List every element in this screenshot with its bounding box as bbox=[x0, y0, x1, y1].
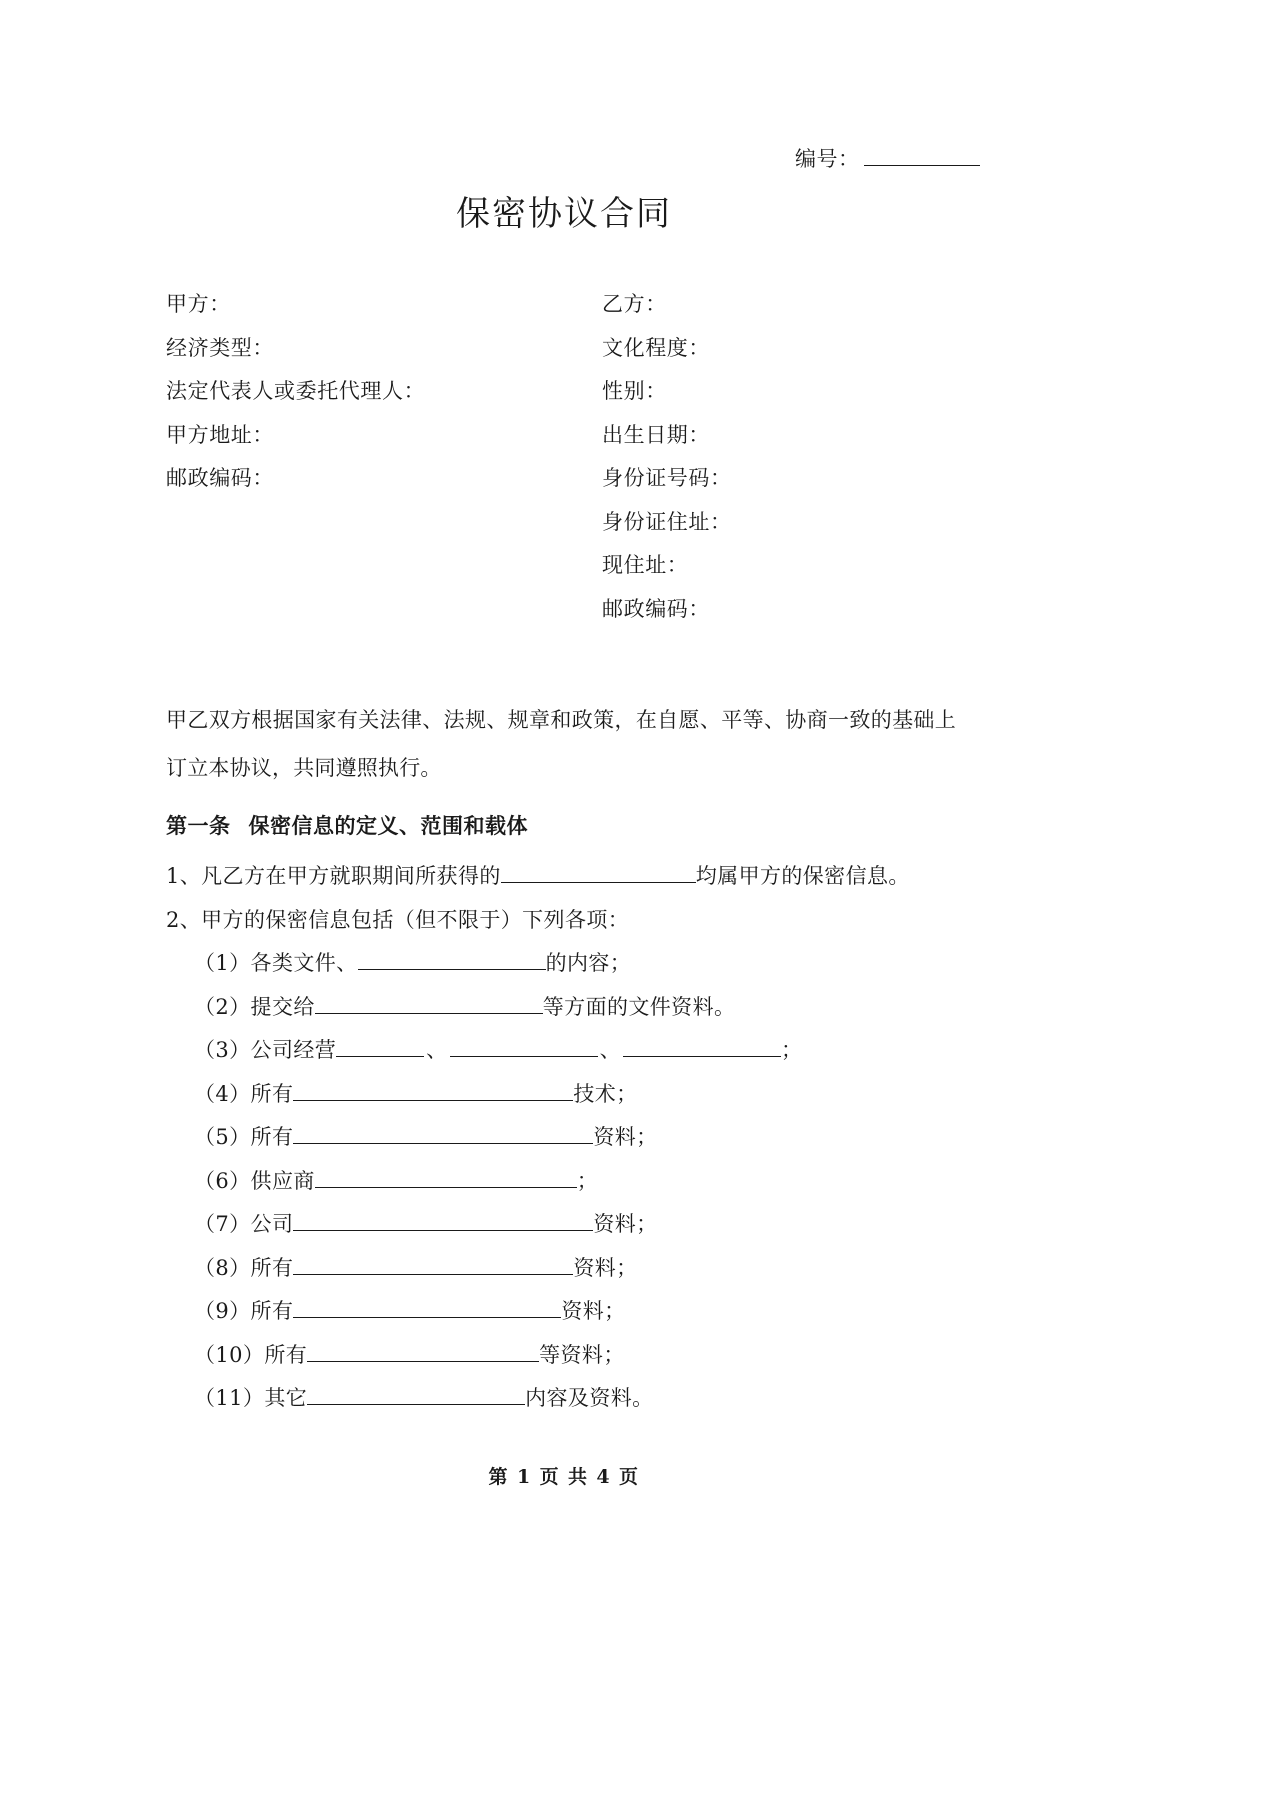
clause-2-item-11-text-a: （11）其它 bbox=[194, 1386, 308, 1410]
clause-2-item-9-text-a: （9）所有 bbox=[194, 1299, 294, 1323]
clause-2-item-3 bbox=[166, 1029, 1026, 1073]
clause-2-item-3-separator-2: 、 bbox=[599, 1038, 621, 1062]
document-number-field bbox=[795, 143, 980, 173]
clause-2-item-10-blank[interactable] bbox=[307, 1343, 539, 1362]
clause-2-item-9-text-b: 资料； bbox=[561, 1299, 626, 1323]
clause-2-item-6-text-b: ； bbox=[576, 1168, 599, 1193]
clause-1 bbox=[166, 855, 1026, 899]
party-a-field-address: 甲方地址： bbox=[166, 422, 274, 447]
clause-2-item-8-text-b: 资料； bbox=[573, 1255, 638, 1280]
clause-2-item-11-text-b: 内容及资料。 bbox=[525, 1386, 654, 1410]
clause-2-item-9-blank[interactable] bbox=[293, 1299, 561, 1318]
party-a-field-postcode: 邮政编码： bbox=[166, 466, 274, 490]
section-heading-article-1 bbox=[166, 810, 528, 840]
party-b-field-name: 乙方： bbox=[602, 292, 667, 316]
clause-2-item-3-blank-1[interactable] bbox=[336, 1038, 424, 1057]
clause-2-item-7-text-a: （7）公司 bbox=[194, 1212, 294, 1236]
clause-2-item-1-text-b: 的内容； bbox=[545, 951, 632, 975]
clause-2-item-5-blank[interactable] bbox=[293, 1125, 593, 1144]
clause-2-item-8-text-a: （8）所有 bbox=[194, 1255, 294, 1280]
section-title: 保密信息的定义、范围和载体 bbox=[248, 813, 528, 838]
clause-list bbox=[166, 855, 1026, 1421]
clause-1-blank[interactable] bbox=[501, 864, 696, 883]
clause-2-item-2-text-a: （2）提交给 bbox=[194, 994, 315, 1019]
party-b-field-birthdate: 出生日期： bbox=[602, 422, 710, 447]
party-a-field-economic-type: 经济类型： bbox=[166, 335, 274, 360]
party-b-field-education: 文化程度： bbox=[602, 335, 710, 360]
clause-2-item-3-blank-2[interactable] bbox=[450, 1038, 598, 1057]
clause-1-text-b: 均属甲方的保密信息。 bbox=[695, 864, 910, 888]
party-b-field-id-address: 身份证住址： bbox=[602, 509, 732, 534]
clause-2-item-2-blank[interactable] bbox=[315, 995, 543, 1014]
clause-2-item-7 bbox=[166, 1203, 1026, 1247]
clause-2-item-1-blank[interactable] bbox=[358, 951, 546, 970]
party-b-field-id-number: 身份证号码： bbox=[602, 466, 732, 490]
page-title: 保密协议合同 bbox=[456, 194, 672, 234]
party-b-field-current-address: 现住址： bbox=[602, 553, 689, 577]
clause-2-item-6-text-a: （6）供应商 bbox=[194, 1168, 315, 1193]
clause-2-item-4-text-b: 技术； bbox=[573, 1081, 638, 1106]
section-number: 第一条 bbox=[166, 813, 231, 838]
clause-2-item-3-text-b: ； bbox=[780, 1038, 803, 1062]
party-a-column bbox=[166, 283, 425, 501]
party-a-field-legal-rep: 法定代表人或委托代理人： bbox=[166, 379, 426, 403]
clause-2-item-1-text-a: （1）各类文件、 bbox=[194, 951, 358, 975]
clause-2-item-4 bbox=[166, 1073, 1026, 1117]
clause-2-item-2-text-b: 等方面的文件资料。 bbox=[542, 994, 736, 1019]
clause-2-item-11 bbox=[166, 1377, 1026, 1421]
clause-2-item-10-text-b: 等资料； bbox=[539, 1342, 625, 1367]
clause-2-item-8-blank[interactable] bbox=[293, 1256, 573, 1275]
clause-2-item-11-blank[interactable] bbox=[307, 1386, 525, 1405]
clause-2-item-7-text-b: 资料； bbox=[593, 1212, 658, 1236]
clause-2-item-7-blank[interactable] bbox=[293, 1212, 593, 1231]
clause-2: 2、甲方的保密信息包括（但不限于）下列各项： bbox=[166, 907, 630, 932]
clause-2-item-4-blank[interactable] bbox=[293, 1082, 573, 1101]
clause-2-item-10 bbox=[166, 1334, 1026, 1378]
document-number-blank[interactable] bbox=[864, 148, 980, 166]
clause-2-item-6-blank[interactable] bbox=[315, 1169, 577, 1188]
clause-2-item-3-text-a: （3）公司经营 bbox=[194, 1038, 337, 1062]
clause-2-item-4-text-a: （4）所有 bbox=[194, 1081, 294, 1106]
document-number-label: 编号： bbox=[795, 147, 860, 171]
clause-1-text-a: 1、凡乙方在甲方就职期间所获得的 bbox=[166, 864, 501, 888]
party-b-field-postcode: 邮政编码： bbox=[602, 596, 710, 621]
clause-2-item-5-text-b: 资料； bbox=[593, 1125, 658, 1149]
page-footer: 第 1 页 共 4 页 bbox=[488, 1466, 640, 1488]
clause-2-item-3-separator-1: 、 bbox=[426, 1038, 448, 1062]
clause-2-item-5-text-a: （5）所有 bbox=[194, 1125, 294, 1149]
clause-2-item-6 bbox=[166, 1160, 1026, 1204]
clause-2-item-10-text-a: （10）所有 bbox=[194, 1342, 308, 1367]
party-b-field-gender: 性别： bbox=[602, 379, 667, 403]
party-b-column bbox=[602, 283, 732, 631]
clause-2-item-1 bbox=[166, 942, 1026, 986]
clause-2-item-2 bbox=[166, 986, 1026, 1030]
party-a-field-name: 甲方： bbox=[166, 292, 231, 316]
preamble-paragraph: 甲乙双方根据国家有关法律、法规、规章和政策，在自愿、平等、协商一致的基础上订立本协议，共同遵照执行。 bbox=[166, 708, 956, 780]
clause-2-item-8 bbox=[166, 1247, 1026, 1291]
clause-2-item-3-blank-3[interactable] bbox=[623, 1038, 781, 1057]
clause-2-item-5 bbox=[166, 1116, 1026, 1160]
clause-2-item-9 bbox=[166, 1290, 1026, 1334]
